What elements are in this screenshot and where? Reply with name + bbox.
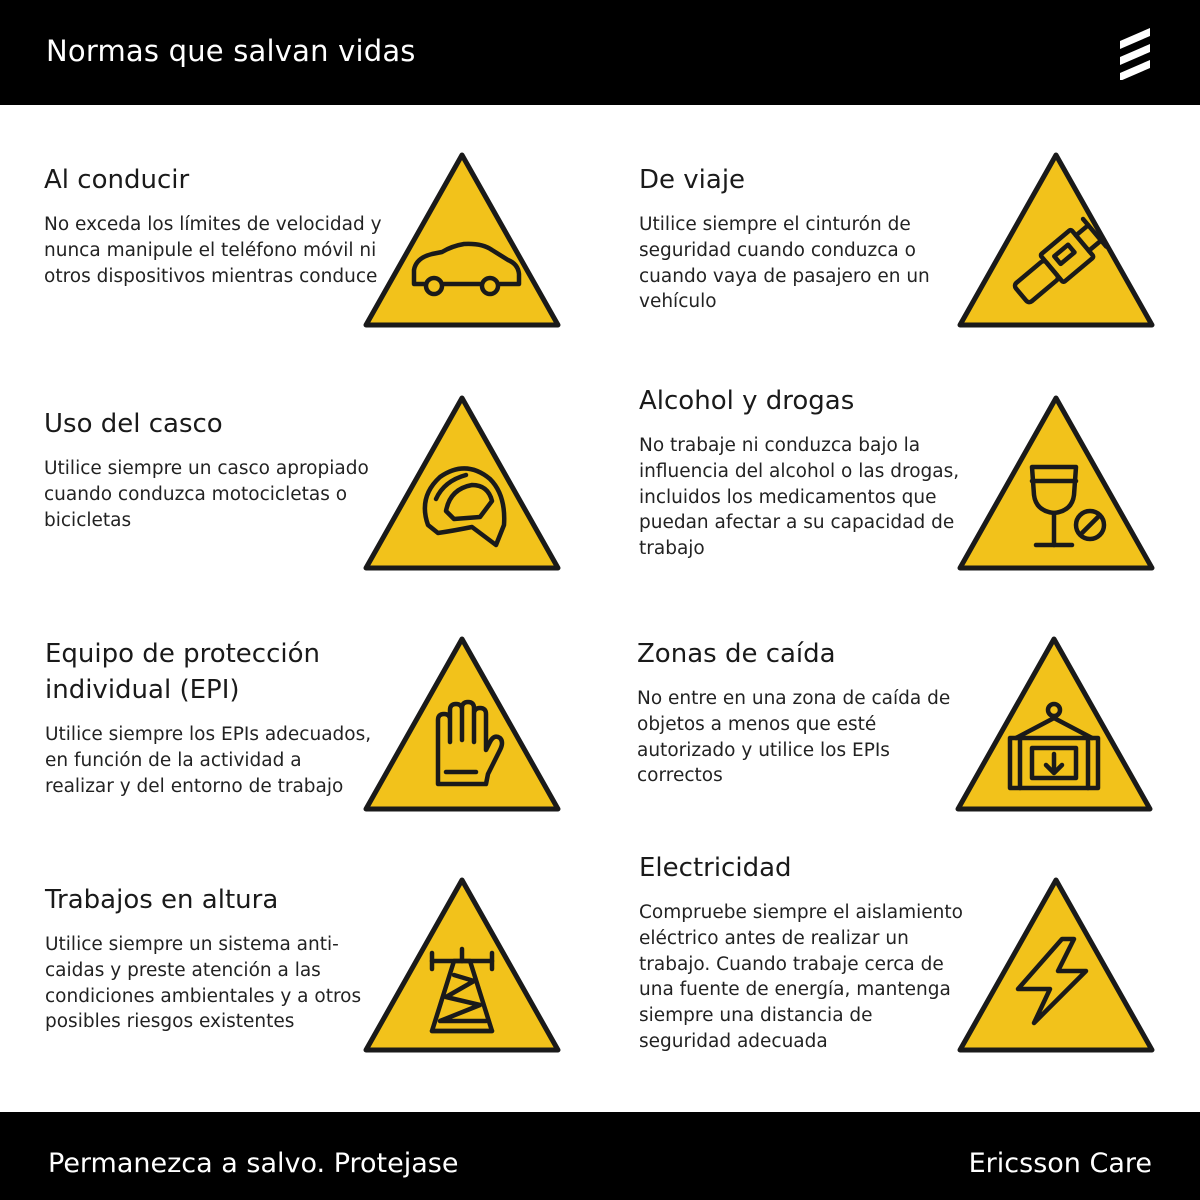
helmet-warning-icon <box>362 393 562 573</box>
glove-warning-icon <box>362 634 562 814</box>
rule-title: Electricidad <box>639 853 792 883</box>
rule-text: Compruebe siempre el aislamiento eléctrico antes de realizar un trabajo. Cuando trabaje cerca de una fuente de energía, mantenga siempre una distancia de seguridad adecuada <box>639 902 963 1052</box>
rule-text: Utilice siempre un sistema anti-caidas y preste atención a las condiciones ambientales y a otros posibles riesgos existentes <box>45 934 362 1033</box>
tower-warning-icon <box>362 875 562 1055</box>
rule-ppe <box>45 636 375 799</box>
rule-title: Equipo de protección individual (EPI) <box>45 639 320 705</box>
rule-title: De viaje <box>639 165 746 195</box>
ericsson-logo-icon <box>1112 26 1158 80</box>
car-warning-icon <box>362 150 562 330</box>
rule-title: Uso del casco <box>44 409 223 439</box>
rule-title: Trabajos en altura <box>45 885 279 915</box>
rule-electricity <box>639 850 969 1055</box>
rule-text: Utilice siempre los EPIs adecuados, en función de la actividad a realizar y del entorno de trabajo <box>45 724 372 797</box>
rule-text: Utilice siempre un casco apropiado cuando conduzca motocicletas o bicicletas <box>44 458 369 531</box>
rule-working-at-height <box>45 882 385 1035</box>
no-alcohol-warning-icon <box>956 393 1156 573</box>
seatbelt-warning-icon <box>956 150 1156 330</box>
footer-bar <box>0 1112 1200 1200</box>
rule-title: Al conducir <box>44 165 190 195</box>
rule-text: No entre en una zona de caída de objetos a menos que esté autorizado y utilice los EPIs correctos <box>637 688 951 787</box>
rule-helmet <box>44 406 384 533</box>
rule-text: No trabaje ni conduzca bajo la influencia del alcohol o las drogas, incluidos los medicamentos que puedan afectar a su capacidad de trabajo <box>639 435 960 560</box>
page-title: Normas que salvan vidas <box>46 34 416 68</box>
rule-title: Alcohol y drogas <box>639 386 855 416</box>
rule-falling-objects <box>637 636 977 789</box>
footer-slogan: Permanezca a salvo. Protejase <box>48 1148 459 1179</box>
rule-travel <box>639 162 979 315</box>
electricity-warning-icon <box>956 875 1156 1055</box>
rule-text: No exceda los límites de velocidad y nunca manipule el teléfono móvil ni otros dispositivos mientras conduce <box>44 214 382 287</box>
rule-text: Utilice siempre el cinturón de seguridad cuando conduzca o cuando vaya de pasajero en un vehículo <box>639 214 930 313</box>
rule-driving <box>44 162 384 289</box>
rule-title: Zonas de caída <box>637 639 836 669</box>
header-bar <box>0 0 1200 105</box>
falling-load-warning-icon <box>954 634 1154 814</box>
footer-brand: Ericsson Care <box>968 1148 1152 1179</box>
rule-alcohol <box>639 383 969 562</box>
